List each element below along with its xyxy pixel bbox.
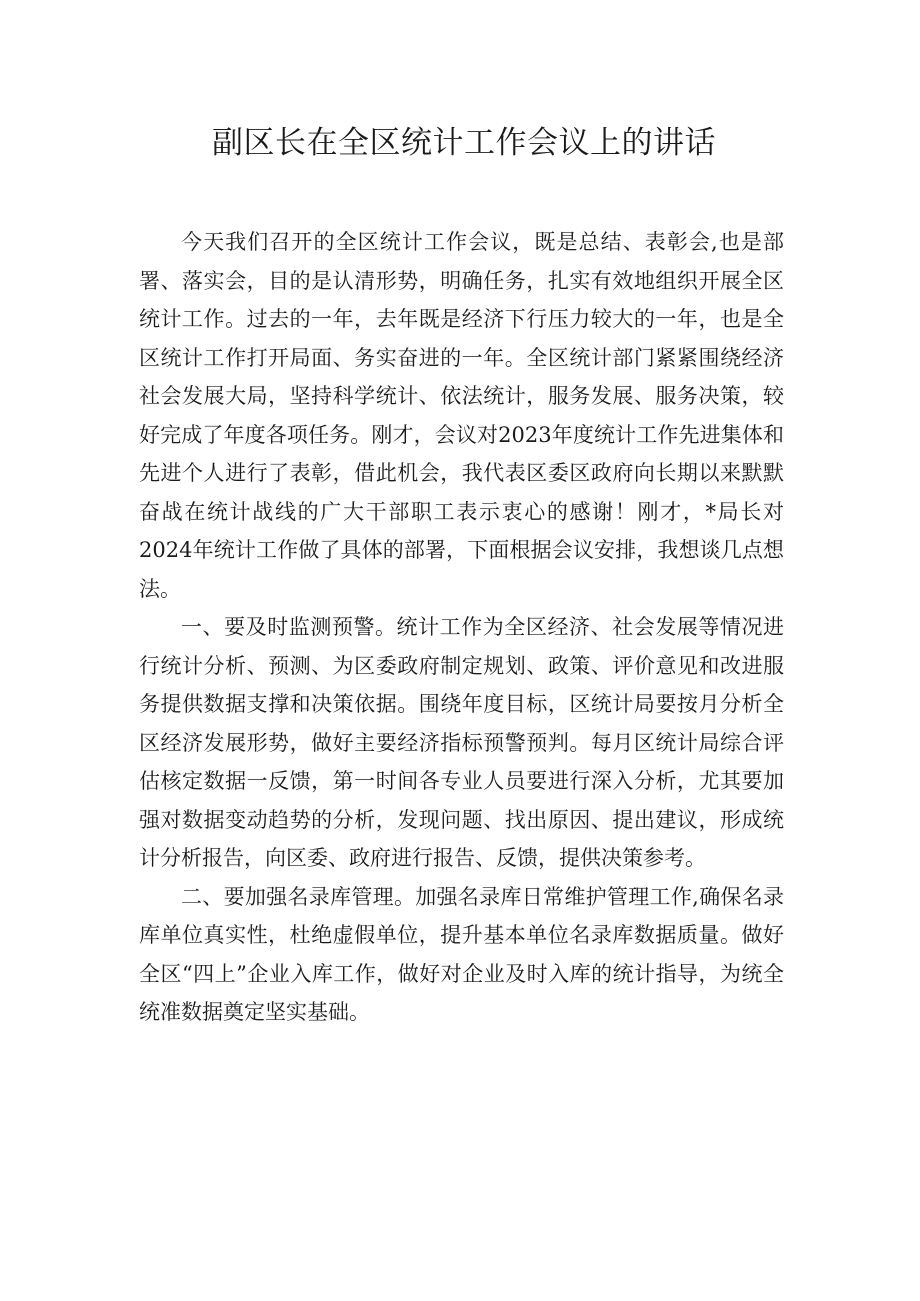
paragraph-intro: 今天我们召开的全区统计工作会议，既是总结、表彰会,也是部署、落实会，目的是认清形势，明确任务，扎实有效地组织开展全区统计工作。过去的一年，去年既是经济下行压力较大的一年，也是全区统计工作打开局面、务实奋进的一年。全区统计部门紧紧围绕经济社会发展大局，坚持科学统计、依法统计，服务发展、服务决策，较好完成了年度各项任务。刚才，会议对2023年度统计工作先进集体和先进个人进行了表彰，借此机会，我代表区委区政府向长期以来默默奋战在统计战线的广大干部职工表示衷心的感谢！刚才，*局长对2024年统计工作做了具体的部署，下面根据会议安排，我想谈几点想法。 bbox=[139, 230, 784, 601]
document-body bbox=[139, 223, 784, 1032]
paragraph-section-2: 二、要加强名录库管理。加强名录库日常维护管理工作,确保名录库单位真实性，杜绝虚假单位，提升基本单位名录库数据质量。做好全区“四上”企业入库工作，做好对企业及时入库的统计指导，为统全统准数据奠定坚实基础。 bbox=[139, 884, 784, 1024]
paragraph-section-1: 一、要及时监测预警。统计工作为全区经济、社会发展等情况进行统计分析、预测、为区委政府制定规划、政策、评价意见和改进服务提供数据支撑和决策依据。围绕年度目标，区统计局要按月分析全区经济发展形势，做好主要经济指标预警预判。每月区统计局综合评估核定数据一反馈，第一时间各专业人员要进行深入分析，尤其要加强对数据变动趋势的分析，发现问题、找出原因、提出建议，形成统计分析报告，向区委、政府进行报告、反馈，提供决策参考。 bbox=[139, 615, 784, 870]
document-title: 副区长在全区统计工作会议上的讲话 bbox=[212, 125, 716, 161]
